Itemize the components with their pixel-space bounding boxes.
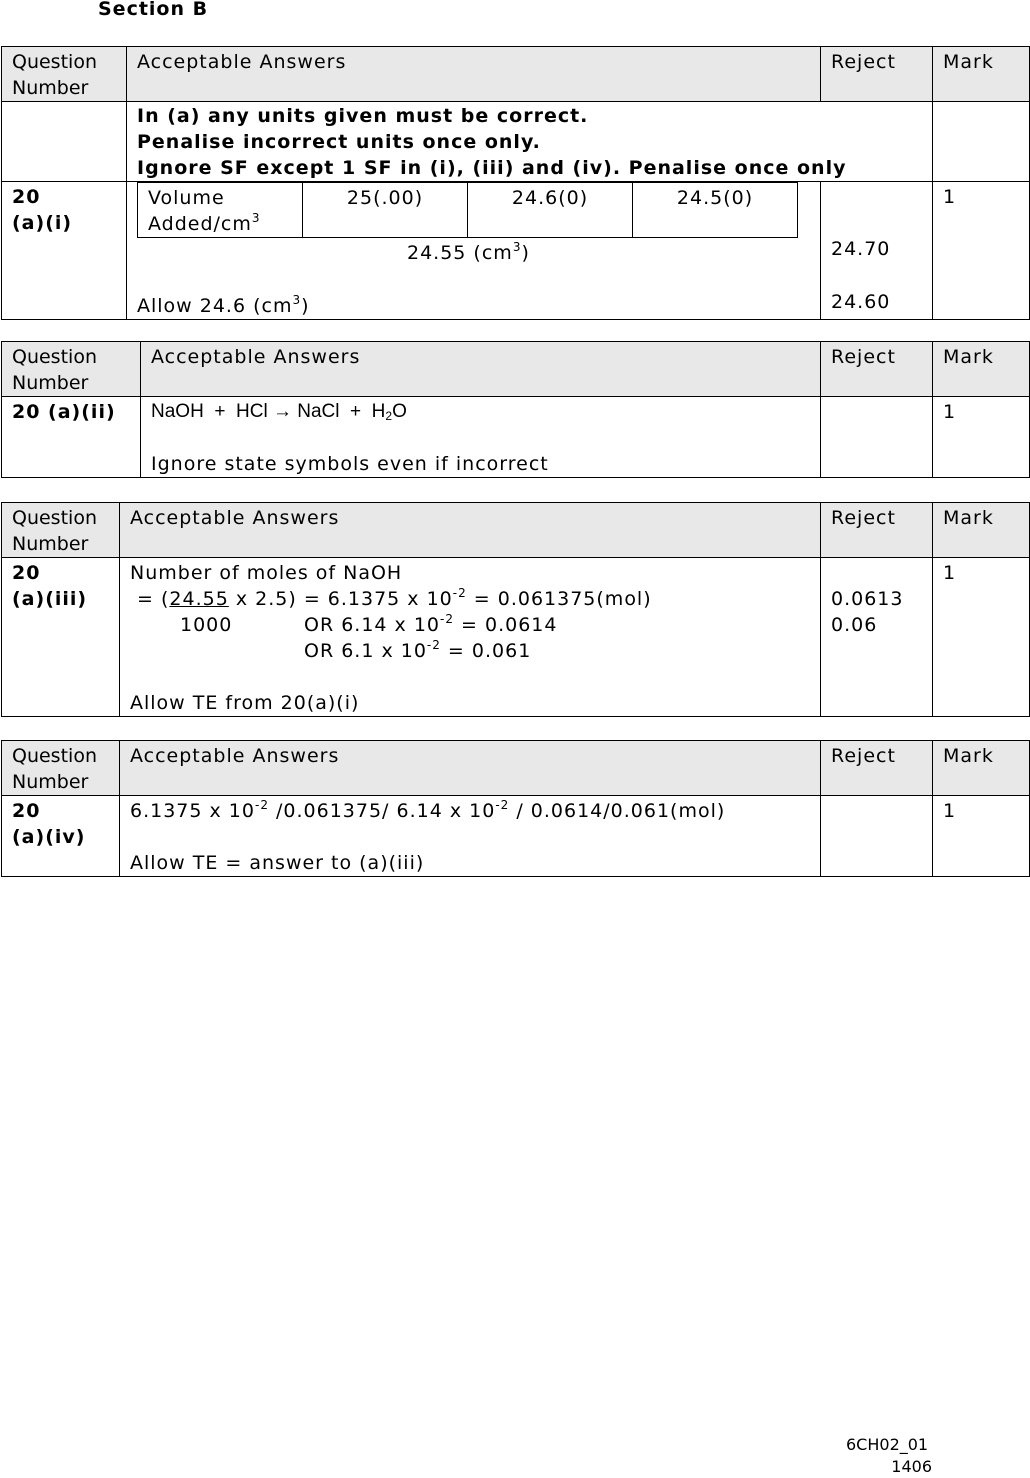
header-acceptable-answers: Acceptable Answers xyxy=(127,47,821,102)
header-reject: Reject xyxy=(821,342,933,397)
header-reject: Reject xyxy=(821,503,933,558)
header-acceptable-answers: Acceptable Answers xyxy=(141,342,821,397)
answer-a-iv xyxy=(120,796,821,877)
reject-a-iii xyxy=(821,558,933,717)
general-notes-mark-cell xyxy=(933,102,1030,182)
general-notes-number-cell xyxy=(2,102,127,182)
header-reject: Reject xyxy=(821,47,933,102)
calc-text: = 0.061 xyxy=(440,640,532,662)
denominator: 1000 xyxy=(180,614,233,636)
general-note: Penalise incorrect units once only. xyxy=(137,131,541,153)
mark-scheme-table-a-i xyxy=(1,46,1030,320)
mark-scheme-table-a-iii xyxy=(1,502,1030,717)
header-acceptable-answers: Acceptable Answers xyxy=(120,503,821,558)
volume-value: 25(.00) xyxy=(303,183,468,238)
header-question-number: Question Number xyxy=(2,741,120,796)
page-number: 1406 xyxy=(891,1457,932,1476)
reject-a-i xyxy=(821,182,933,320)
header-mark: Mark xyxy=(933,47,1030,102)
calc-text: x 2.5) = 6.1375 x 10 xyxy=(228,588,453,610)
volume-label-cell xyxy=(138,183,303,238)
calc-text: 6.1375 x 10 xyxy=(130,800,255,822)
unit-power: 3 xyxy=(292,293,302,307)
reject-value: 24.60 xyxy=(831,291,891,313)
volume-table xyxy=(137,182,798,238)
calc-text: / 0.0614/0.061(mol) xyxy=(509,800,726,822)
equation-text: NaOH + HCl → NaCl + H xyxy=(151,401,386,422)
question-number-line: 20 xyxy=(12,186,41,208)
answer-a-i xyxy=(127,182,821,320)
question-number-a-i xyxy=(2,182,127,320)
volume-label: Volume Added/cm xyxy=(148,187,252,235)
mark-a-ii: 1 xyxy=(933,397,1030,478)
denominator-line xyxy=(130,612,810,638)
general-note: In (a) any units given must be correct. xyxy=(137,105,589,127)
header-acceptable-answers: Acceptable Answers xyxy=(120,741,821,796)
reject-a-iv xyxy=(821,796,933,877)
moles-heading: Number of moles of NaOH xyxy=(130,562,403,584)
unit-power: 3 xyxy=(251,211,261,225)
general-notes xyxy=(127,102,933,182)
exponent: -2 xyxy=(452,586,467,600)
exponent: -2 xyxy=(440,612,454,626)
question-number-line: (a)(i) xyxy=(12,212,73,234)
equation-text: O xyxy=(392,401,407,422)
question-number-a-iv xyxy=(2,796,120,877)
calc-text: = 0.0614 xyxy=(453,614,558,636)
volume-value: 24.5(0) xyxy=(633,183,798,238)
question-number-line: 20 xyxy=(12,562,41,584)
reject-value: 0.06 xyxy=(831,614,878,636)
header-question-number: Question Number xyxy=(2,342,141,397)
allow-text: ) xyxy=(301,295,310,317)
mark-a-i: 1 xyxy=(933,182,1030,320)
alt-answer-2 xyxy=(304,638,531,664)
mark-a-iii: 1 xyxy=(933,558,1030,717)
header-reject: Reject xyxy=(821,741,933,796)
header-mark: Mark xyxy=(933,741,1030,796)
chemical-equation xyxy=(151,399,810,425)
mark-a-iv: 1 xyxy=(933,796,1030,877)
numerator: 24.55 xyxy=(169,588,229,610)
reject-value: 0.0613 xyxy=(831,588,904,610)
reject-a-ii xyxy=(821,397,933,478)
subscript: 2 xyxy=(385,409,393,423)
question-number-line: 20 xyxy=(12,800,41,822)
page-footer xyxy=(846,1434,932,1478)
mean-titre-answer xyxy=(137,240,820,266)
answer-a-ii xyxy=(141,397,821,478)
mark-scheme-table-a-ii xyxy=(1,341,1030,478)
reject-value: 24.70 xyxy=(831,238,891,260)
header-mark: Mark xyxy=(933,503,1030,558)
allow-note: Allow TE = answer to (a)(iii) xyxy=(130,852,425,874)
question-number-line: (a)(iii) xyxy=(12,588,88,610)
answer-line xyxy=(130,798,810,824)
state-symbols-note: Ignore state symbols even if incorrect xyxy=(151,453,549,475)
header-question-number: Question Number xyxy=(2,503,120,558)
exponent: -2 xyxy=(254,798,269,812)
exponent: -2 xyxy=(495,798,510,812)
calc-text: = ( xyxy=(130,588,170,610)
header-question-number: Question Number xyxy=(2,47,127,102)
calc-text: /0.061375/ 6.14 x 10 xyxy=(268,800,496,822)
calc-text: OR 6.14 x 10 xyxy=(304,614,441,636)
alt-answer-1 xyxy=(304,612,557,638)
question-number-a-iii xyxy=(2,558,120,717)
mark-scheme-table-a-iv xyxy=(1,740,1030,877)
unit-power: 3 xyxy=(512,240,522,254)
volume-value: 24.6(0) xyxy=(468,183,633,238)
calc-text: = 0.061375(mol) xyxy=(466,588,652,610)
question-number-a-ii: 20 (a)(ii) xyxy=(2,397,141,478)
allow-text: Allow 24.6 (cm xyxy=(137,295,293,317)
answer-text: ) xyxy=(521,242,530,264)
allow-note xyxy=(137,293,820,319)
answer-text: 24.55 (cm xyxy=(407,242,513,264)
moles-calculation xyxy=(130,586,810,612)
answer-a-iii xyxy=(120,558,821,717)
paper-code: 6CH02_01 xyxy=(846,1435,929,1454)
general-note: Ignore SF except 1 SF in (i), (iii) and (iv). Penalise once only xyxy=(137,157,847,179)
alt-answer-line xyxy=(130,638,810,664)
header-mark: Mark xyxy=(933,342,1030,397)
question-number-line: (a)(iv) xyxy=(12,826,86,848)
exponent: -2 xyxy=(426,638,441,652)
section-title: Section B xyxy=(98,0,209,20)
calc-text: OR 6.1 x 10 xyxy=(304,640,427,662)
allow-note: Allow TE from 20(a)(i) xyxy=(130,692,360,714)
